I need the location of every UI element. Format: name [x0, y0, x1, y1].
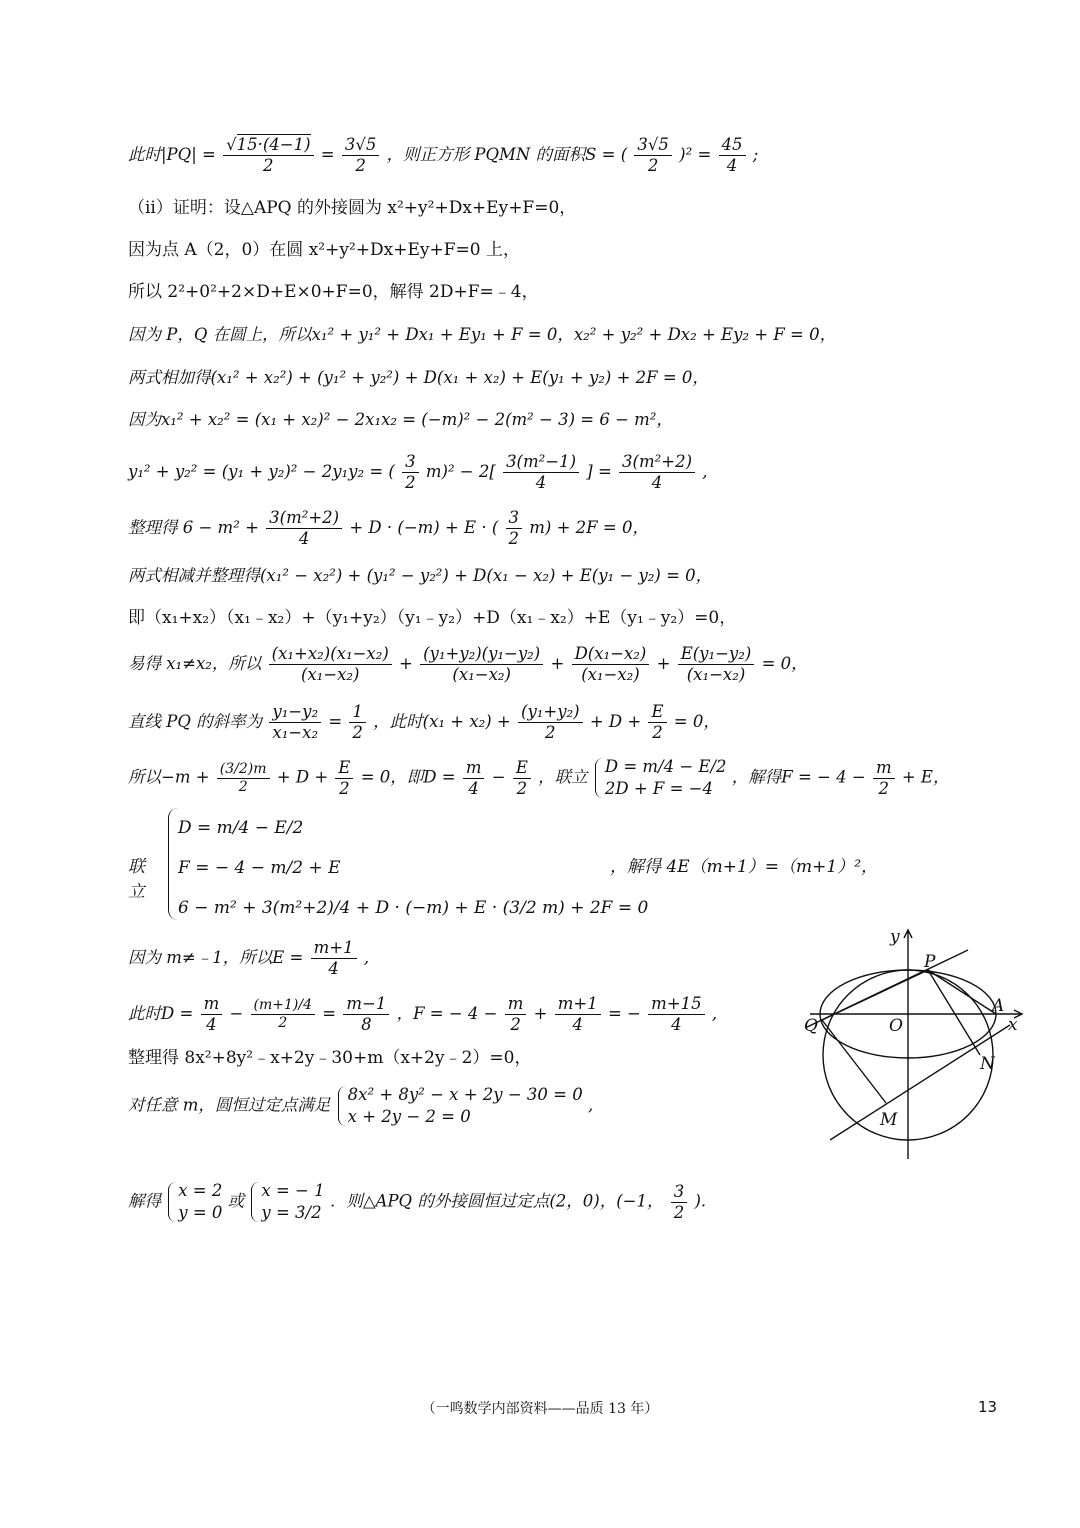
line-x-squares: 因为x₁² + x₂² = (x₁ + x₂)² − 2x₁x₂ = (−m)² − 2(m² − 3) = 6 − m²，	[128, 410, 673, 429]
solution-2: x = − 1 y = 3/2	[249, 1180, 324, 1224]
label-y: y	[890, 927, 900, 947]
line-expanded: 即（x₁+x₂）（x₁﹣x₂）+（y₁+y₂）（y₁﹣y₂）+D（x₁﹣x₂）+E（y₁﹣y₂）=0，	[128, 608, 737, 628]
line-solution: 解得 x = 2 y = 0 或 x = − 1 y = 3/2 ．则△APQ 的外接圆恒过定点(2，0)，(−1， $\frac{3}{2}$ ).	[128, 1181, 707, 1222]
line-pq-length: 此时|PQ| = $\frac{√15\cdot(4-1)}{2}$ = $\frac{3√5}{2}$ ，则正方形 PQMN 的面积S = ( $\frac{3√5}{2}$ )² = $\frac{45}{4}$ ;	[128, 135, 759, 175]
line-sum: 两式相加得(x₁² + x₂²) + (y₁² + y₂²) + D(x₁ + x₂) + E(y₁ + y₂) + 2F = 0，	[128, 368, 709, 387]
line-mn	[830, 1025, 1010, 1140]
label-x: x	[1008, 1015, 1018, 1035]
system-fixed-point: 8x² + 8y² − x + 2y − 30 = 0 x + 2y − 2 = 0	[336, 1084, 583, 1128]
system-d-f: D = m/4 − E/2 2D + F = −4	[593, 756, 727, 800]
footer-text: （一鸣数学内部资料——品质 13 年）	[421, 1401, 659, 1417]
line-divide: 易得 x₁≠x₂，所以 $\frac{\text{(x₁+x₂)(x₁−x₂)}}{\text{(x₁−x₂)}}$ + $\frac{\text{(y₁+y₂)(y₁−y₂)}}{\text{(x₁−x₂)}}$ + $\frac{\text{D(x₁−x₂)}}{\text{(x₁−x₂)}}$ + $\frac{\text{E(y₁−y₂)}}{\text{(x₁−x₂)}}$ = 0，	[128, 644, 808, 684]
segment-pa	[928, 970, 996, 1014]
solution-1: x = 2 y = 0	[166, 1180, 222, 1224]
label-a: A	[992, 996, 1005, 1016]
label-p: P	[924, 952, 936, 972]
line-solve-f: 所以−m + $\frac{(3/2)m}{2}$ + D + $\frac{E}{2}$ = 0，即D = $\frac{m}{4}$ − $\frac{E}{2}$ ，联立 D = m/4 − E/2 2D + F = −4 ，解得F = − 4 − $\frac{m}{2}$ + E，	[128, 757, 950, 798]
segment-qm	[822, 1020, 886, 1103]
line-difference: 两式相减并整理得(x₁² − x₂²) + (y₁² − y₂²) + D(x₁ − x₂) + E(y₁ − y₂) = 0，	[128, 566, 713, 585]
line-e-value: 因为 m≠﹣1，所以E = $\frac{m+1}{4}$ ,	[128, 938, 370, 978]
line-fixed-point-system: 对任意 m，圆恒过定点满足 8x² + 8y² − x + 2y − 30 = 0 x + 2y − 2 = 0 ,	[128, 1085, 594, 1126]
label-n: N	[980, 1054, 995, 1074]
line-substitute-a: 所以 2²+0²+2×D+E×0+F=0，解得 2D+F=﹣4，	[128, 282, 539, 302]
line-slope: 直线 PQ 的斜率为 $\frac{\text{y₁−y₂}}{\text{x₁−x₂}}$ = $\frac{1}{2}$ ，此时(x₁ + x₂) + $\frac{\text{(y₁+y₂)}}{2}$ + D + $\frac{E}{2}$ = 0，	[128, 702, 720, 742]
label-m: M	[880, 1110, 898, 1130]
line-rearranged: 整理得 8x²+8y²﹣x+2y﹣30+m（x+2y﹣2）=0，	[128, 1048, 532, 1068]
line-proof-start: （ii）证明：设△APQ 的外接圆为 x²+y²+Dx+Ey+F=0，	[128, 198, 577, 218]
line-point-a: 因为点 A（2，0）在圆 x²+y²+Dx+Ey+F=0 上，	[128, 240, 521, 260]
line-d-f-values: 此时D = $\frac{m}{4}$ − $\frac{(m+1)/4}{2}$ = $\frac{m-1}{8}$ ，F = − 4 − $\frac{m}{2}$ + $\frac{m+1}{4}$ = − $\frac{m+15}{4}$ ,	[128, 994, 718, 1034]
line-p-q-on-circle: 因为 P，Q 在圆上，所以x₁² + y₁² + Dx₁ + Ey₁ + F = 0，x₂² + y₂² + Dx₂ + Ey₂ + F = 0，	[128, 325, 837, 344]
label-q: Q	[804, 1016, 818, 1036]
geometry-figure	[800, 925, 1040, 1165]
label-o: O	[889, 1016, 903, 1036]
page-number: 13	[978, 1398, 998, 1416]
line-y-squares: y₁² + y₂² = (y₁ + y₂)² − 2y₁y₂ = ( $\frac{3}{2}$ m)² − 2[ $\frac{\text{3(m²−1)}}{4}$ ] = $\frac{\text{3(m²+2)}}{4}$ ,	[128, 452, 708, 492]
segment-qp	[822, 970, 928, 1020]
sqrt-fraction: $\frac{√15\cdot(4-1)}{2}$	[223, 135, 313, 176]
line-simplify: 整理得 6 − m² + $\frac{\text{3(m²+2)}}{4}$ + D · (−m) + E · ( $\frac{3}{2}$ m) + 2F = 0，	[128, 508, 649, 548]
